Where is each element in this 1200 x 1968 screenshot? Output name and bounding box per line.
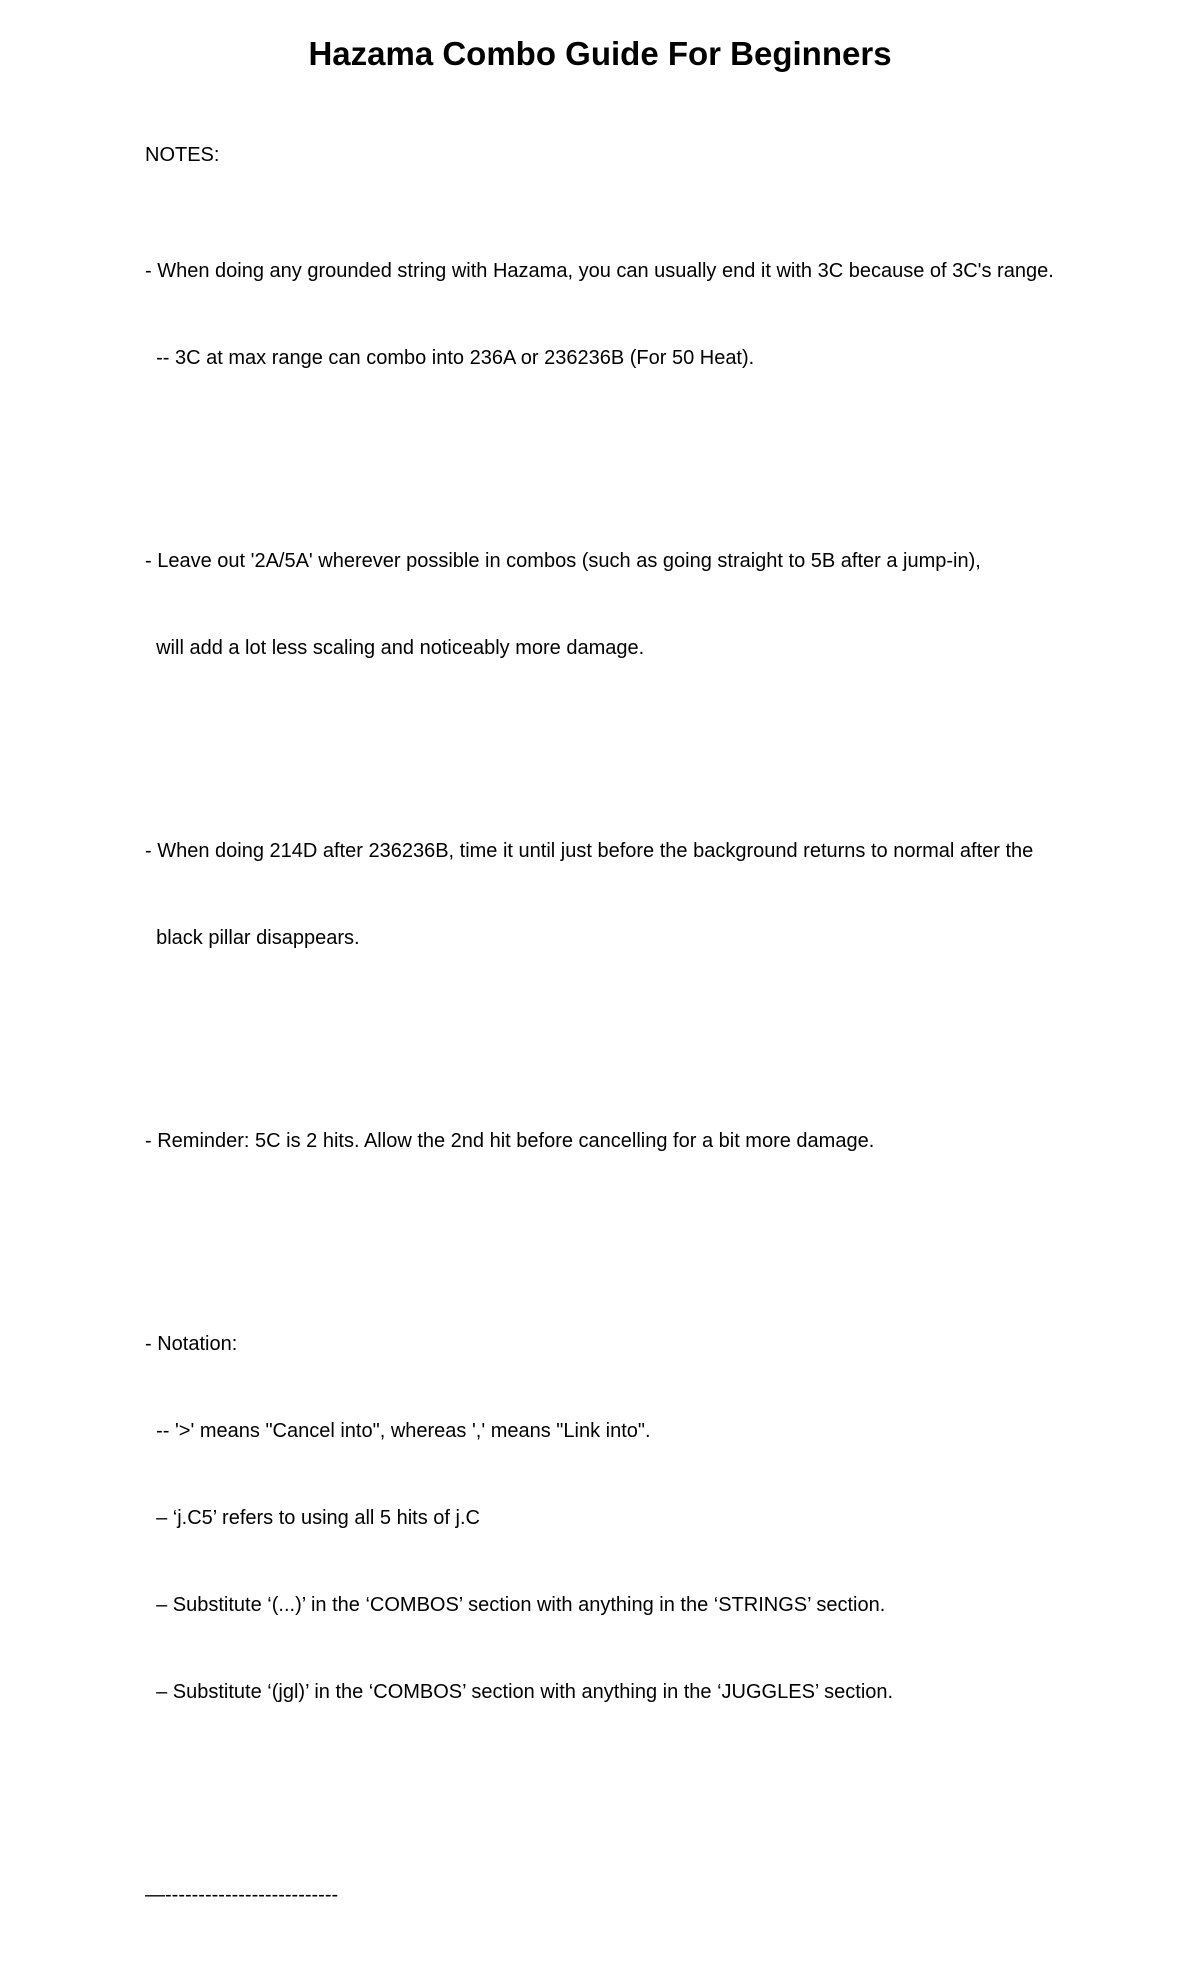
paragraph-line: – Substitute ‘(jgl)’ in the ‘COMBOS’ section with anything in the ‘JUGGLES’ section. bbox=[145, 1681, 894, 1703]
paragraph-line: - Notation: bbox=[145, 1333, 238, 1355]
document-body bbox=[145, 83, 1195, 1968]
notes-heading: NOTES: bbox=[145, 144, 220, 166]
paragraph-line: - Leave out '2A/5A' wherever possible in combos (such as going straight to 5B after a jump-in), bbox=[145, 550, 981, 572]
paragraph-line: - Reminder: 5C is 2 hits. Allow the 2nd hit before cancelling for a bit more damage. bbox=[145, 1130, 875, 1152]
paragraph-line: - When doing any grounded string with Hazama, you can usually end it with 3C because of 3C's range. bbox=[145, 260, 1054, 282]
paragraph-gap bbox=[145, 1214, 1195, 1243]
paragraph-line: – Substitute ‘(...)’ in the ‘COMBOS’ section with anything in the ‘STRINGS’ section. bbox=[145, 1594, 886, 1616]
paragraph-line: – ‘j.C5’ refers to using all 5 hits of j.C bbox=[145, 1507, 480, 1529]
paragraph-gap bbox=[145, 1765, 1195, 1794]
paragraph-gap bbox=[145, 721, 1195, 750]
paragraph-line: black pillar disappears. bbox=[145, 927, 360, 949]
paragraph-gap bbox=[145, 1011, 1195, 1040]
paragraph-line: -- 3C at max range can combo into 236A or 236236B (For 50 Heat). bbox=[145, 347, 755, 369]
document-title: Hazama Combo Guide For Beginners bbox=[308, 35, 892, 72]
paragraph-line: will add a lot less scaling and noticeably more damage. bbox=[145, 637, 645, 659]
paragraph-line: - When doing 214D after 236236B, time it until just before the background returns to normal after the bbox=[145, 840, 1034, 862]
paragraph-gap bbox=[145, 431, 1195, 460]
section-divider: —-------------------------- bbox=[145, 1884, 339, 1906]
paragraph-line: -- '>' means "Cancel into", whereas ',' means "Link into". bbox=[145, 1420, 651, 1442]
